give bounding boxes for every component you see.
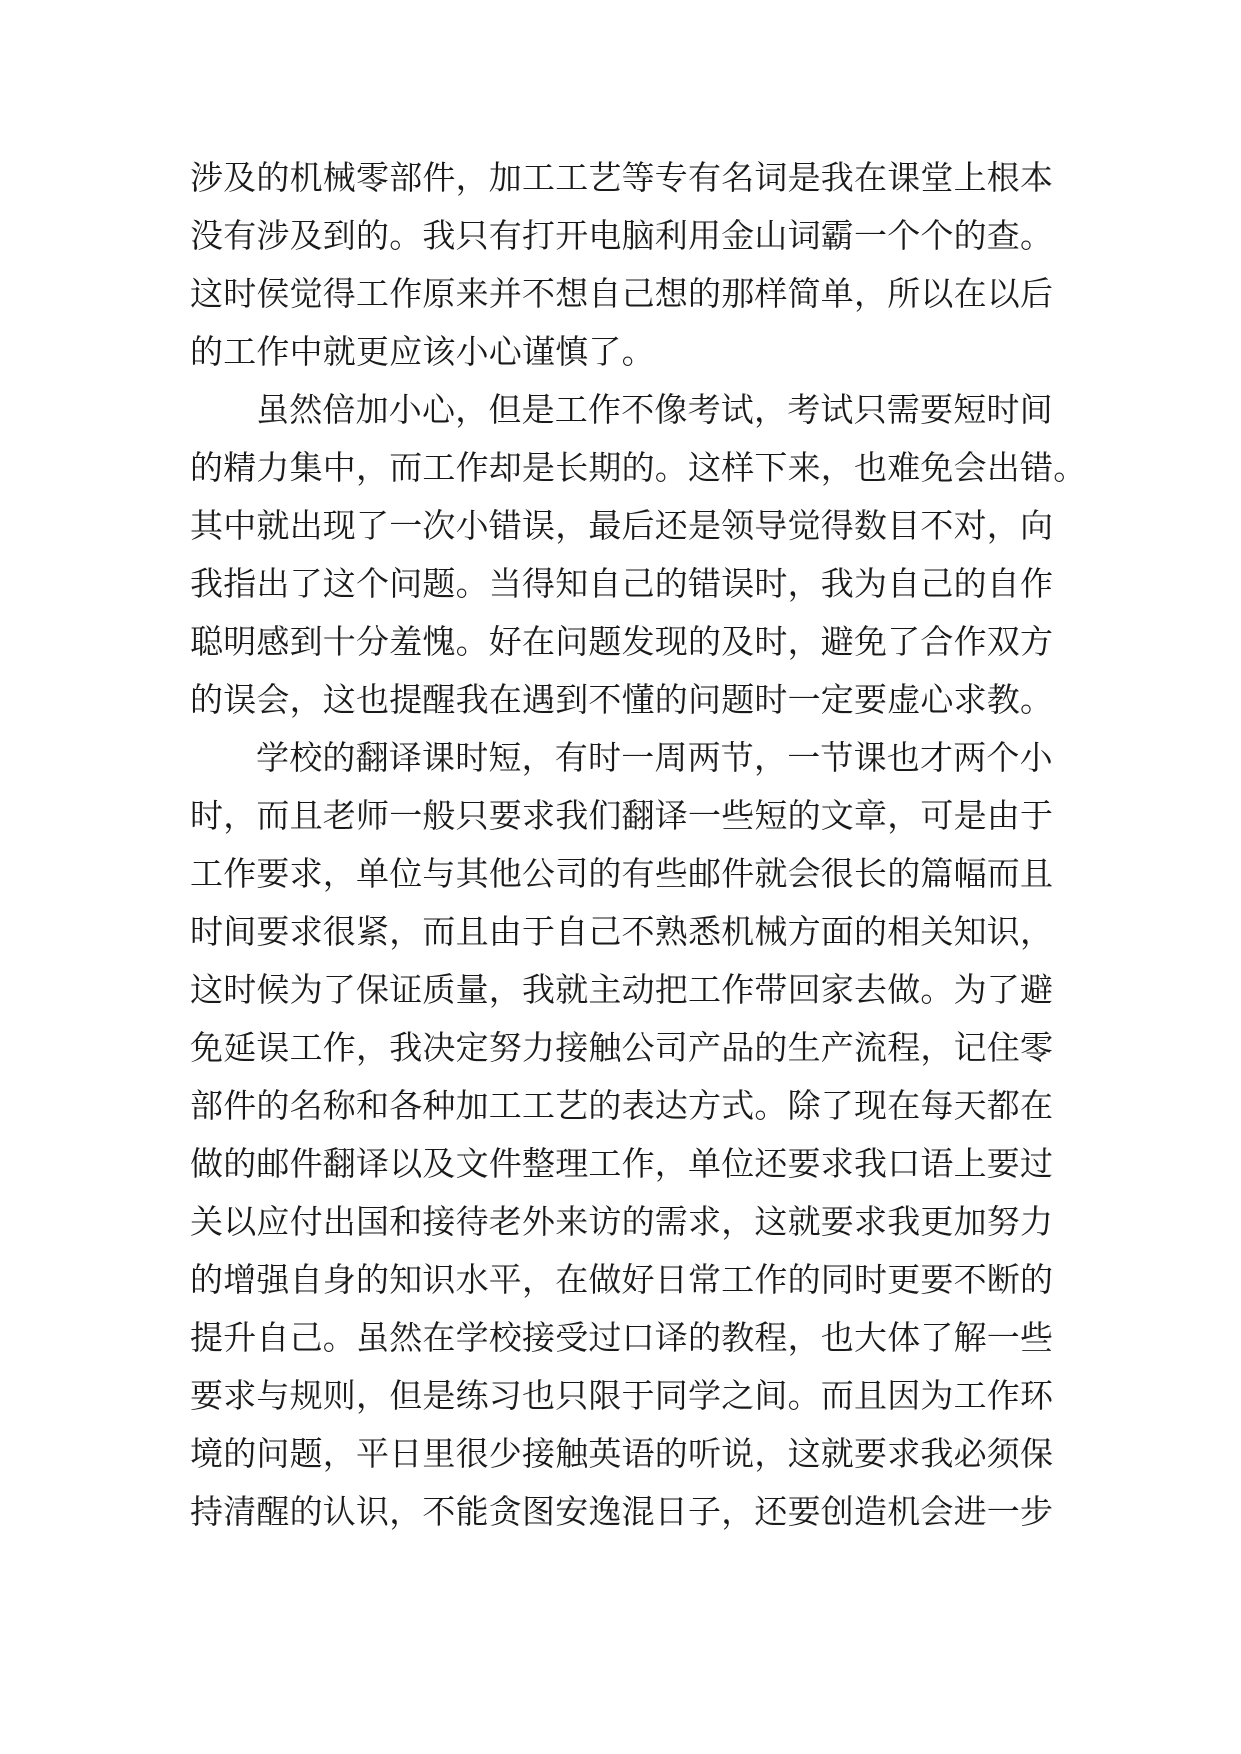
text-line: 没有涉及到的。我只有打开电脑利用金山词霸一个个的查。 <box>190 216 1054 255</box>
text-line: 其中就出现了一次小错误，最后还是领导觉得数目不对，向 <box>190 506 1054 545</box>
text-line: 的工作中就更应该小心谨慎了。 <box>190 332 655 371</box>
text-line: 的精力集中，而工作却是长期的。这样下来，也难免会出错。 <box>190 448 1087 487</box>
text-line: 持清醒的认识，不能贪图安逸混日子，还要创造机会进一步 <box>190 1492 1054 1531</box>
text-line: 涉及的机械零部件，加工工艺等专有名词是我在课堂上根本 <box>190 158 1054 197</box>
text-line: 做的邮件翻译以及文件整理工作，单位还要求我口语上要过 <box>190 1144 1054 1183</box>
paragraph-first-line: 虽然倍加小心，但是工作不像考试，考试只需要短时间 <box>256 390 1053 429</box>
text-line: 关以应付出国和接待老外来访的需求，这就要求我更加努力 <box>190 1202 1054 1241</box>
text-line: 聪明感到十分羞愧。好在问题发现的及时，避免了合作双方 <box>190 622 1054 661</box>
text-line: 时，而且老师一般只要求我们翻译一些短的文章，可是由于 <box>190 796 1054 835</box>
text-line: 的增强自身的知识水平，在做好日常工作的同时更要不断的 <box>190 1260 1054 1299</box>
text-line: 时间要求很紧，而且由于自己不熟悉机械方面的相关知识， <box>190 912 1054 951</box>
text-line: 的误会，这也提醒我在遇到不懂的问题时一定要虚心求教。 <box>190 680 1054 719</box>
text-line: 部件的名称和各种加工工艺的表达方式。除了现在每天都在 <box>190 1086 1054 1125</box>
paragraph-first-line: 学校的翻译课时短，有时一周两节，一节课也才两个小 <box>256 738 1053 777</box>
text-line: 要求与规则，但是练习也只限于同学之间。而且因为工作环 <box>190 1376 1054 1415</box>
text-line: 我指出了这个问题。当得知自己的错误时，我为自己的自作 <box>190 564 1054 603</box>
text-line: 工作要求，单位与其他公司的有些邮件就会很长的篇幅而且 <box>190 854 1054 893</box>
text-line: 提升自己。虽然在学校接受过口译的教程，也大体了解一些 <box>190 1318 1054 1357</box>
text-line: 这时候为了保证质量，我就主动把工作带回家去做。为了避 <box>190 970 1054 1009</box>
text-line: 这时侯觉得工作原来并不想自己想的那样简单，所以在以后 <box>190 274 1054 313</box>
text-line: 免延误工作，我决定努力接触公司产品的生产流程，记住零 <box>190 1028 1054 1067</box>
text-line: 境的问题，平日里很少接触英语的听说，这就要求我必须保 <box>190 1434 1054 1473</box>
